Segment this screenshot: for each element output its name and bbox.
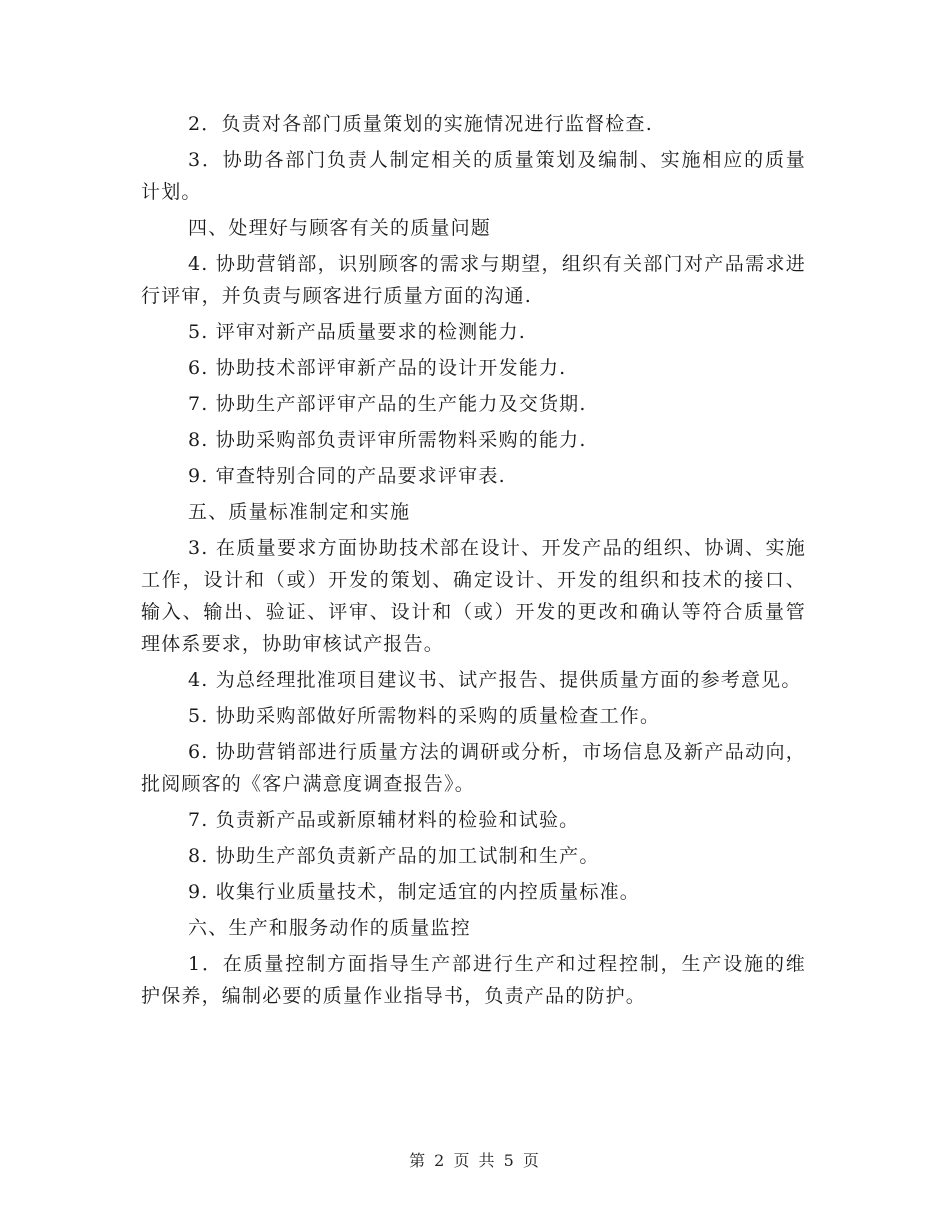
paragraph: 1．在质量控制方面指导生产部进行生产和过程控制，生产设施的维护保养，编制必要的质量作业指导书，负责产品的防护。: [141, 953, 806, 1007]
document-body: [141, 108, 806, 1016]
paragraph: 3．协助各部门负责人制定相关的质量策划及编制、实施相应的质量计划。: [141, 149, 806, 203]
paragraph: 4. 为总经理批准项目建议书、试产报告、提供质量方面的参考意见。: [188, 669, 802, 691]
paragraph: 3. 在质量要求方面协助技术部在设计、开发产品的组织、协调、实施工作，设计和（或）开发的策划、确定设计、开发的组织和技术的接口、输入、输出、验证、评审、设计和（或）开发的更改和确认等符合质量管理体系要求，协助审核试产报告。: [141, 537, 806, 655]
paragraph: 5. 评审对新产品质量要求的检测能力.: [188, 321, 527, 343]
section-heading: 四、处理好与顾客有关的质量问题: [188, 217, 492, 239]
paragraph: 6. 协助营销部进行质量方法的调研或分析，市场信息及新产品动向，批阅顾客的《客户满意度调查报告》。: [141, 741, 806, 795]
section-heading: 五、质量标准制定和实施: [188, 501, 411, 523]
paragraph: 2．负责对各部门质量策划的实施情况进行监督检查.: [188, 113, 653, 135]
paragraph: 6. 协助技术部评审新产品的设计开发能力.: [188, 357, 567, 379]
page-footer: [0, 1148, 950, 1171]
paragraph: 7. 协助生产部评审产品的生产能力及交货期.: [188, 393, 587, 415]
section-heading: 六、生产和服务动作的质量监控: [188, 917, 471, 939]
paragraph: 4. 协助营销部，识别顾客的需求与期望，组织有关部门对产品需求进行评审，并负责与顾客进行质量方面的沟通.: [141, 253, 806, 307]
paragraph: 7. 负责新产品或新原辅材料的检验和试验。: [188, 809, 580, 831]
paragraph: 8. 协助采购部负责评审所需物料采购的能力.: [188, 429, 587, 451]
paragraph: 5. 协助采购部做好所需物料的采购的质量检查工作。: [188, 705, 661, 727]
paragraph: 8. 协助生产部负责新产品的加工试制和生产。: [188, 845, 600, 867]
page-number: 第 2 页 共 5 页: [409, 1151, 541, 1170]
paragraph: 9. 收集行业质量技术，制定适宜的内控质量标准。: [188, 881, 640, 903]
paragraph: 9. 审查特别合同的产品要求评审表.: [188, 465, 506, 487]
